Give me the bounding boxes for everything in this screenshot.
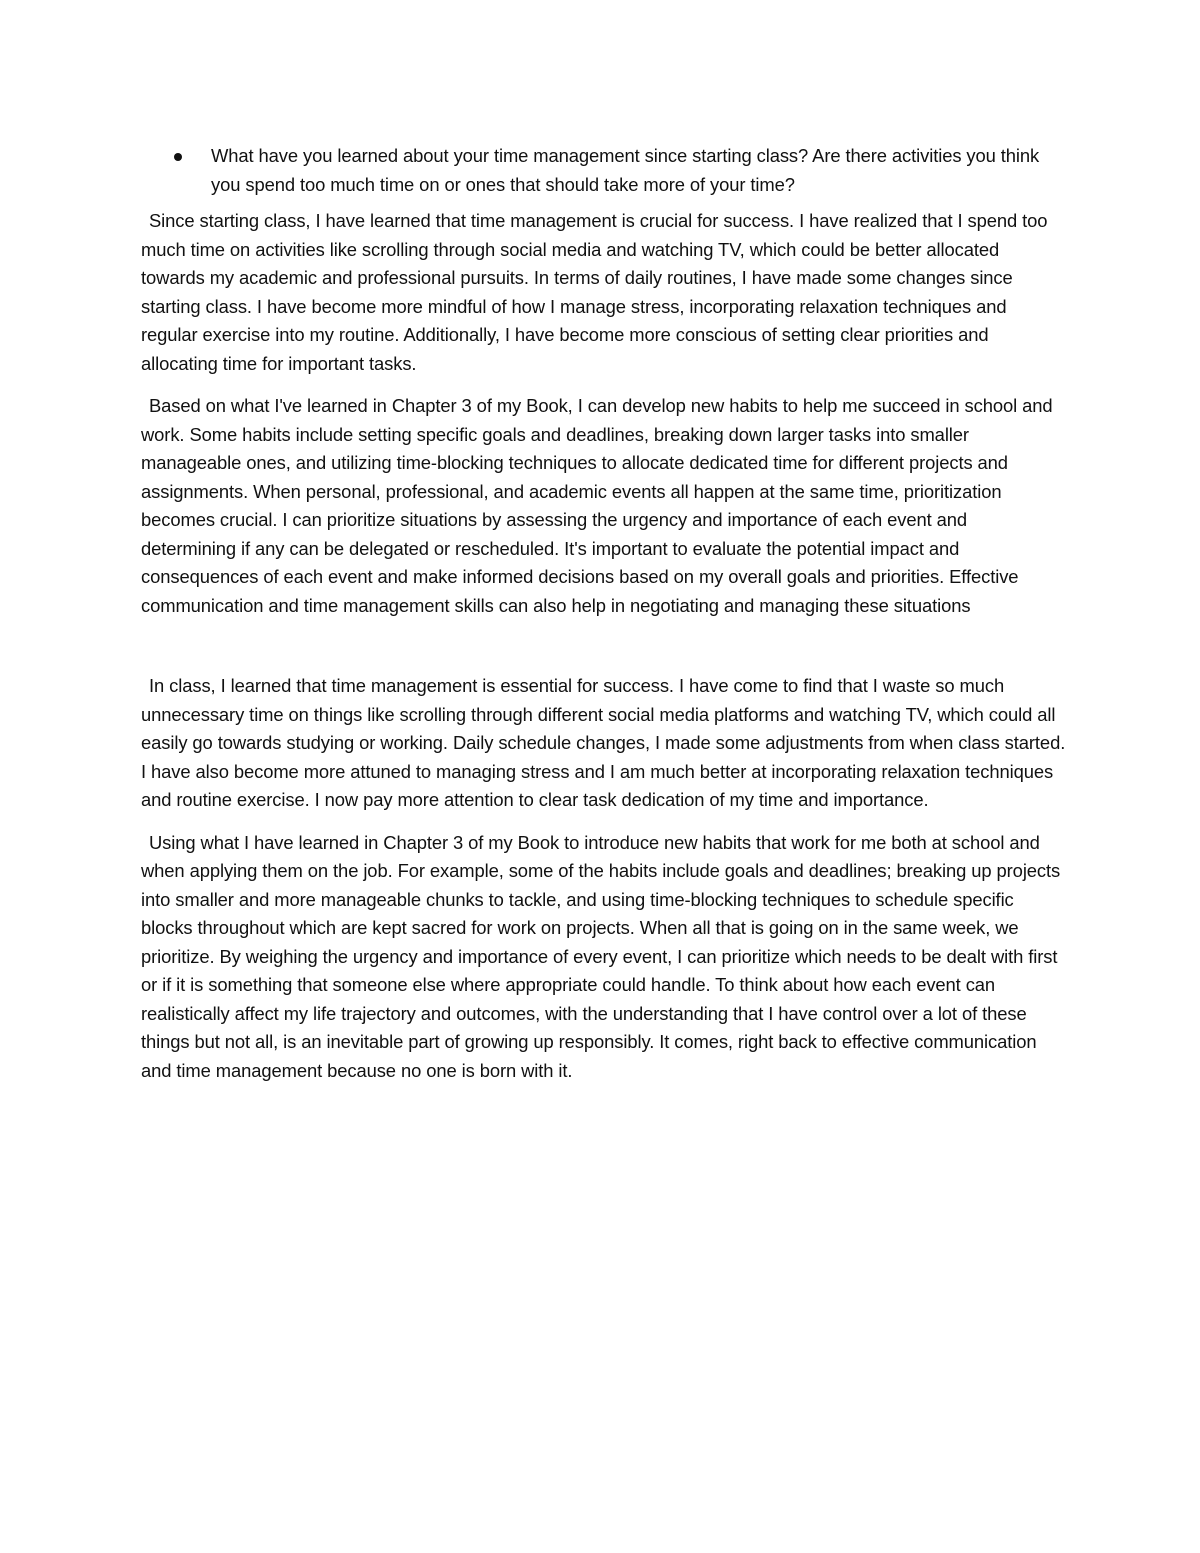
answer-paragraph-2: Based on what I've learned in Chapter 3 of my Book, I can develop new habits to help me succeed in school and work. Some habits include setting specific goals and deadlines, breaking down larger tasks into smaller manageable ones, and utilizing time-blocking techniques to allocate dedicated time for different projects and assignments. When personal, professional, and academic events all happen at the same time, prioritization becomes crucial. I can prioritize situations by assessing the urgency and importance of each event and determining if any can be delegated or rescheduled. It's important to evaluate the potential impact and consequences of each event and make informed decisions based on my overall goals and priorities. Effective communication and time management skills can also help in negotiating and managing these situations [141,395,1053,616]
bullet-question-item [141,142,1066,199]
answer-paragraph-3: In class, I learned that time management is essential for success. I have come to find that I waste so much unnecessary time on things like scrolling through different social media platforms and watching TV, which could all easily go towards studying or working. Daily schedule changes, I made some adjustments from when class started. I have also become more attuned to managing stress and I am much better at incorporating relaxation techniques and routine exercise. I now pay more attention to clear task dedication of my time and importance. [141,675,1066,810]
document-body [141,142,1066,1099]
answer-paragraph-4: Using what I have learned in Chapter 3 of my Book to introduce new habits that work for me both at school and when applying them on the job. For example, some of the habits include goals and deadlines; breaking up projects into smaller and more manageable chunks to tackle, and using time-blocking techniques to schedule specific blocks throughout which are kept sacred for work on projects. When all that is going on in the same week, we prioritize. By weighing the urgency and importance of every event, I can prioritize which needs to be dealt with first or if it is something that someone else where appropriate could handle. To think about how each event can realistically affect my life trajectory and outcomes, with the understanding that I have control over a lot of these things but not all, is an inevitable part of growing up responsibly. It comes, right back to effective communication and time management because no one is born with it. [141,831,1061,1081]
bullet-icon [174,153,182,161]
answer-paragraph-1: Since starting class, I have learned that time management is crucial for success. I have realized that I spend too much time on activities like scrolling through social media and watching TV, which could be better allocated towards my academic and professional pursuits. In terms of daily routines, I have made some changes since starting class. I have become more mindful of how I manage stress, incorporating relaxation techniques and regular exercise into my routine. Additionally, I have become more conscious of setting clear priorities and allocating time for important tasks. [141,210,1048,374]
bullet-question-text: What have you learned about your time management since starting class? Are there activities you think you spend too much time on or ones that should take more of your time? [211,145,1040,195]
